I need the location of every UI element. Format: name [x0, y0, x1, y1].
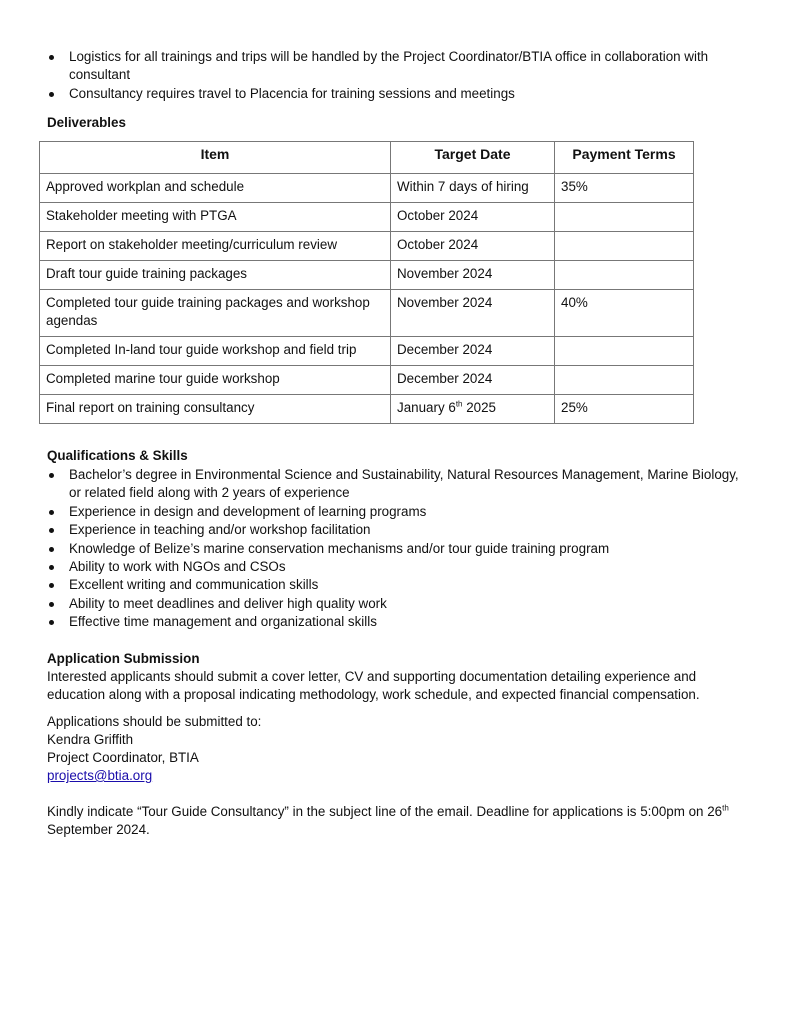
qualifications-list — [48, 466, 748, 632]
column-header-target-date: Target Date — [391, 142, 555, 174]
qualification-item: Experience in design and development of learning programs — [48, 503, 748, 521]
date-ordinal: th — [455, 399, 463, 409]
table-header-row — [40, 142, 694, 174]
qualification-item: Effective time management and organizational skills — [48, 613, 748, 631]
cell-item: Draft tour guide training packages — [40, 261, 391, 290]
cell-payment: 25% — [555, 395, 694, 424]
cell-date: December 2024 — [391, 337, 555, 366]
cell-payment: 40% — [555, 290, 694, 337]
contact-title: Project Coordinator, BTIA — [47, 750, 199, 765]
cell-date: November 2024 — [391, 261, 555, 290]
qualification-item: Experience in teaching and/or workshop facilitation — [48, 521, 748, 539]
intro-bullet-list — [48, 48, 748, 103]
cell-payment: 35% — [555, 174, 694, 203]
cell-payment — [555, 261, 694, 290]
application-heading: Application Submission — [47, 651, 200, 666]
qualification-item: Excellent writing and communication skills — [48, 576, 748, 594]
table-row — [40, 203, 694, 232]
submit-to-label: Applications should be submitted to: — [47, 714, 262, 729]
qualifications-heading: Qualifications & Skills — [47, 448, 188, 463]
cell-item: Stakeholder meeting with PTGA — [40, 203, 391, 232]
deadline-date-tail: September 2024. — [47, 822, 150, 838]
column-header-payment-terms: Payment Terms — [555, 142, 694, 174]
qualification-item: Ability to meet deadlines and deliver high quality work — [48, 595, 748, 613]
cell-payment — [555, 232, 694, 261]
deliverables-table — [39, 141, 694, 424]
cell-item: Completed marine tour guide workshop — [40, 366, 391, 395]
table-row — [40, 261, 694, 290]
date-year: 2025 — [462, 400, 496, 415]
cell-item: Completed In-land tour guide workshop and field trip — [40, 337, 391, 366]
qualification-item: Knowledge of Belize’s marine conservation mechanisms and/or tour guide training program — [48, 540, 748, 558]
table-row — [40, 337, 694, 366]
cell-date: Within 7 days of hiring — [391, 174, 555, 203]
deadline-ordinal: th — [722, 803, 729, 813]
intro-bullet-logistics: Logistics for all trainings and trips will be handled by the Project Coordinator/BTIA office in collaboration with consultant — [48, 48, 748, 85]
application-body: Interested applicants should submit a cover letter, CV and supporting documentation detailing experience and education along with a proposal indicating methodology, work schedule, and expected financial compensation. — [47, 669, 700, 703]
cell-item: Approved workplan and schedule — [40, 174, 391, 203]
cell-date — [391, 395, 555, 424]
cell-item: Completed tour guide training packages and workshop agendas — [40, 290, 391, 337]
cell-payment — [555, 337, 694, 366]
cell-item: Report on stakeholder meeting/curriculum review — [40, 232, 391, 261]
cell-date: December 2024 — [391, 366, 555, 395]
table-row — [40, 290, 694, 337]
column-header-item: Item — [40, 142, 391, 174]
cell-date: November 2024 — [391, 290, 555, 337]
table-row — [40, 232, 694, 261]
table-row — [40, 395, 694, 424]
qualification-item: Ability to work with NGOs and CSOs — [48, 558, 748, 576]
table-row — [40, 366, 694, 395]
qualification-item: Bachelor’s degree in Environmental Science and Sustainability, Natural Resources Management, Marine Biology, or related field along with 2 years of experience — [48, 466, 748, 503]
deliverables-heading: Deliverables — [47, 115, 126, 130]
cell-date: October 2024 — [391, 232, 555, 261]
cell-payment — [555, 366, 694, 395]
table-row — [40, 174, 694, 203]
cell-item: Final report on training consultancy — [40, 395, 391, 424]
contact-name: Kendra Griffith — [47, 732, 134, 747]
contact-email-link[interactable]: projects@btia.org — [47, 768, 153, 783]
cell-date: October 2024 — [391, 203, 555, 232]
date-day: January 6 — [397, 400, 456, 415]
deadline-note — [47, 803, 757, 840]
cell-payment — [555, 203, 694, 232]
intro-bullet-travel: Consultancy requires travel to Placencia for training sessions and meetings — [48, 85, 748, 103]
deadline-note-text: Kindly indicate “Tour Guide Consultancy” in the subject line of the email. Deadline for applications is 5:00pm on 26 — [47, 804, 723, 819]
